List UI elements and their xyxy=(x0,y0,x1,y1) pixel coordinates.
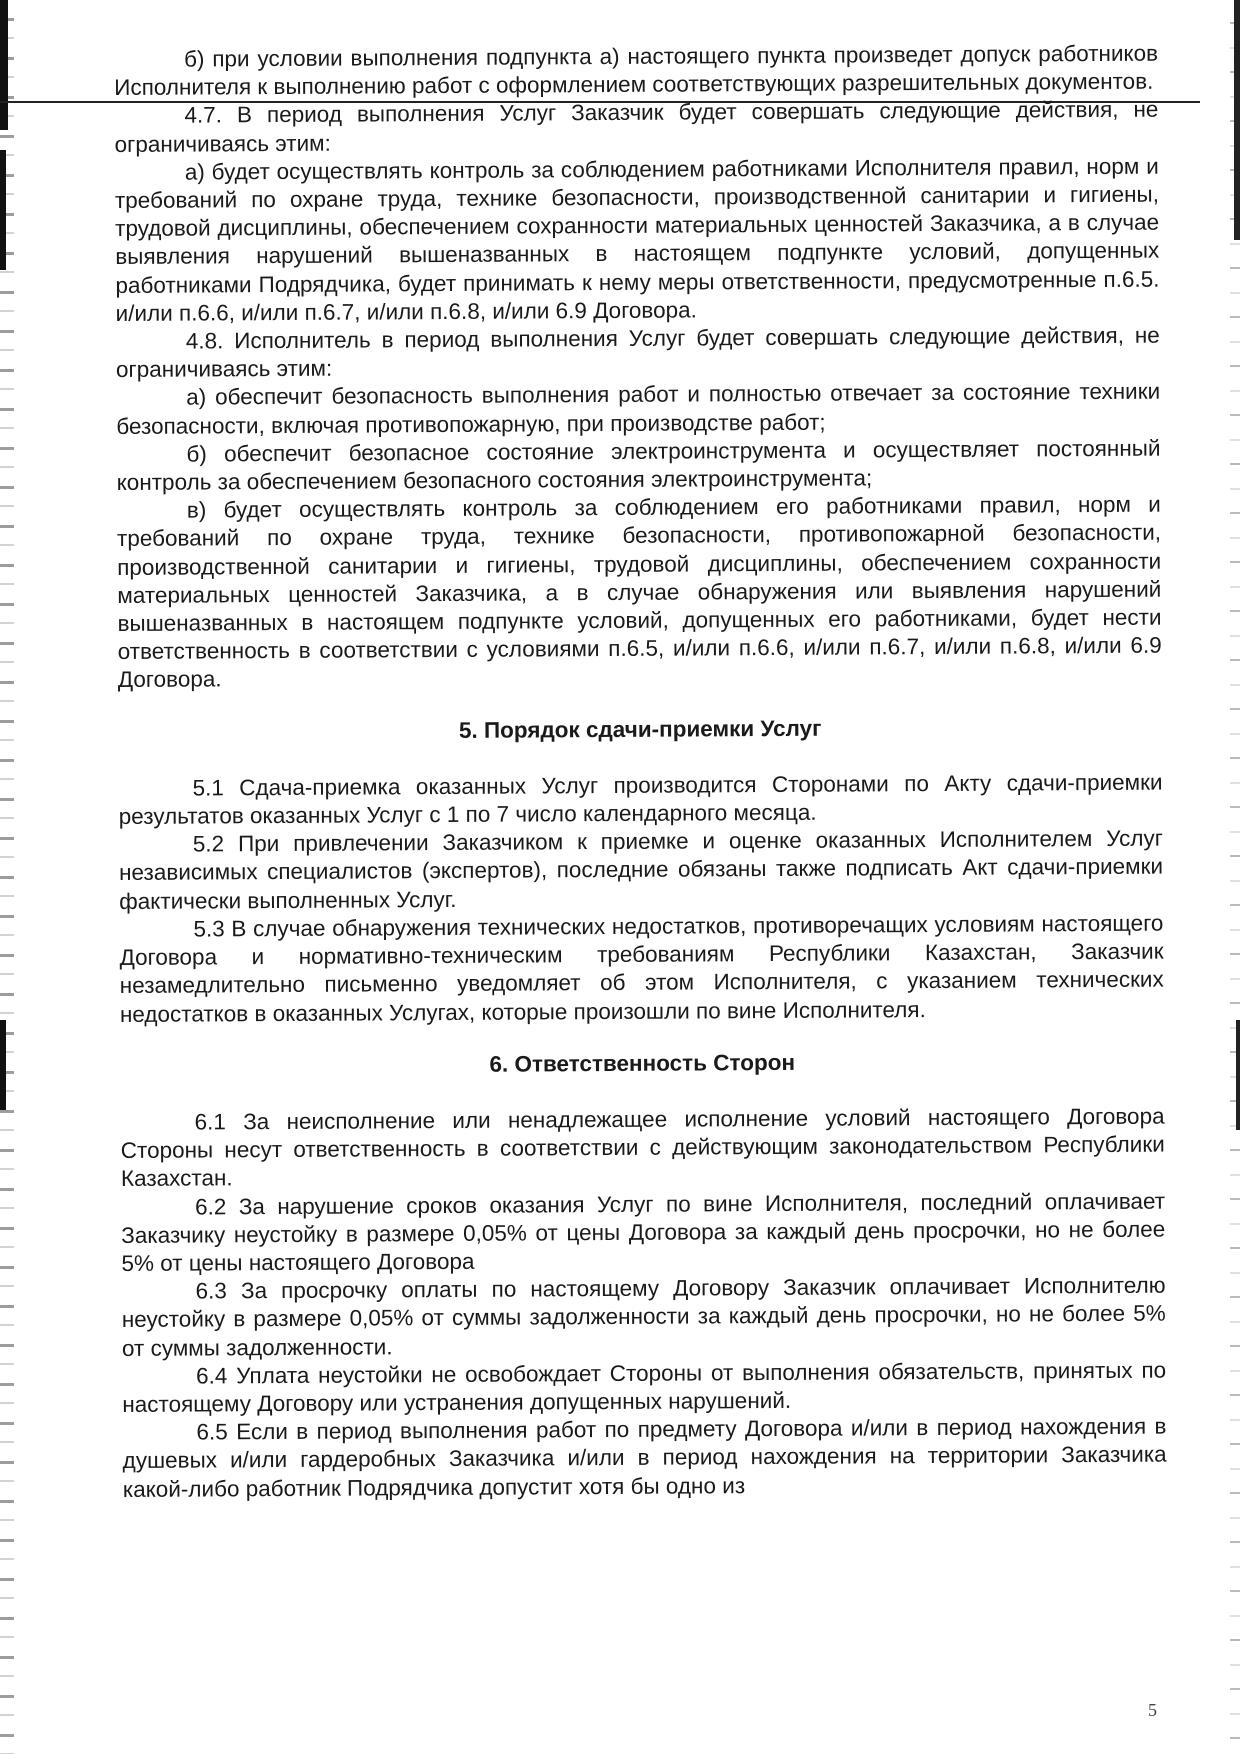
paragraph: а) обеспечит безопасность выполнения работ и полностью отвечает за состояние техники безопасности, включая противопожарную, при производстве работ; xyxy=(116,379,1161,439)
page-number: 5 xyxy=(1148,1700,1157,1720)
paragraph: 6.3 За просрочку оплаты по настоящему Договору Заказчик оплачивает Исполнителю неустойку в размере 0,05% от суммы задолженности за каждый день просрочки, но не более 5% от суммы задолженности. xyxy=(121,1272,1166,1361)
paragraph: 5.3 В случае обнаружения технических недостатков, противоречащих условиям настоящего Договора и нормативно-техническим требованиям Республики Казахстан, Заказчик незамедлительно письменно уведомляет об этом Исполнителя, с указанием технических недостатков в оказанных Услугах, которые произошли по вине Исполнителя. xyxy=(119,910,1164,1027)
paragraph: 5.1 Сдача-приемка оказанных Услуг производится Сторонами по Акту сдачи-приемки результатов оказанных Услуг с 1 по 7 число календарного месяца. xyxy=(118,769,1163,830)
paragraph: 6.1 За неисполнение или ненадлежащее исполнение условий настоящего Договора Стороны несут ответственность в соответствии с действующим законодательством Республики Казахстан. xyxy=(120,1103,1165,1192)
document-body xyxy=(114,40,1167,1504)
paragraph: 6.5 Если в период выполнения работ по предмету Договора и/или в период нахождения в душевых и/или гардеробных Заказчика и/или в период нахождения на территории Заказчика какой-либо работник Подрядчика допустит хотя бы одно из xyxy=(122,1413,1167,1502)
scan-edge-mark xyxy=(0,0,8,130)
scan-edge-mark xyxy=(1236,1020,1240,1130)
section-heading: 5. Порядок сдачи-приемки Услуг xyxy=(458,715,822,743)
scan-edge-mark xyxy=(0,1020,6,1110)
paragraph: 6.2 За нарушение сроков оказания Услуг по вине Исполнителя, последний оплачивает Заказчику неустойку в размере 0,05% от цены Договора за каждый день просрочки, но не более 5% от цены настоящего Договора xyxy=(121,1188,1166,1276)
scan-edge-mark xyxy=(1234,0,1240,240)
section-heading: 6. Ответственность Сторон xyxy=(489,1049,796,1077)
paragraph: 4.8. Исполнитель в период выполнения Услуг будет совершать следующие действия, не ограничиваясь этим: xyxy=(115,322,1160,383)
scan-edge-right xyxy=(1230,0,1240,1754)
paragraph: 4.7. В период выполнения Услуг Заказчик будет совершать следующие действия, не ограничиваясь этим: xyxy=(114,97,1159,157)
paragraph: б) обеспечит безопасное состояние электроинструмента и осуществляет постоянный контроль за обеспечением безопасного состояния электроинструмента; xyxy=(116,435,1161,496)
paragraph: а) будет осуществлять контроль за соблюдением работниками Исполнителя правил, норм и требований по охране труда, технике безопасности, производственной санитарии и гигиены, трудовой дисциплины, обеспечением сохранности материальных ценностей Заказчика, а в случае выявления нарушений вышеназванных в настоящем подпункте условий, допущенных работниками Подрядчика, будет принимать к нему меры ответственности, предусмотренные п.6.5. и/или п.6.6, и/или п.6.7, и/или п.6.8, и/или 6.9 Договора. xyxy=(114,153,1160,326)
paragraph: 5.2 При привлечении Заказчиком к приемке и оценке оказанных Исполнителем Услуг независимых специалистов (экспертов), последние обязаны также подписать Акт сдачи-приемки фактически выполненных Услуг. xyxy=(118,825,1164,914)
scan-edge-mark xyxy=(0,150,6,270)
paragraph: б) при условии выполнения подпункта а) настоящего пункта произведет допуск работников Исполнителя к выполнению работ с оформлением соответствующих разрешительных документов. xyxy=(114,40,1159,101)
paragraph: 6.4 Уплата неустойки не освобождает Стороны от выполнения обязательств, принятых по настоящему Договору или устранения допущенных нарушений. xyxy=(122,1357,1167,1417)
paragraph: в) будет осуществлять контроль за соблюдением его работниками правил, норм и требований по охране труда, технике безопасности, противопожарной безопасности, производственной санитарии и гигиены, трудовой дисциплины, обеспечением сохранности материальных ценностей Заказчика, а в случае обнаружения или выявления нарушений вышеназванных в настоящем подпункте условий, допущенных его работниками, будет нести ответственность в соответствии с условиями п.6.5, и/или п.6.6, и/или п.6.7, и/или п.6.8, и/или 6.9 Договора. xyxy=(116,491,1162,693)
